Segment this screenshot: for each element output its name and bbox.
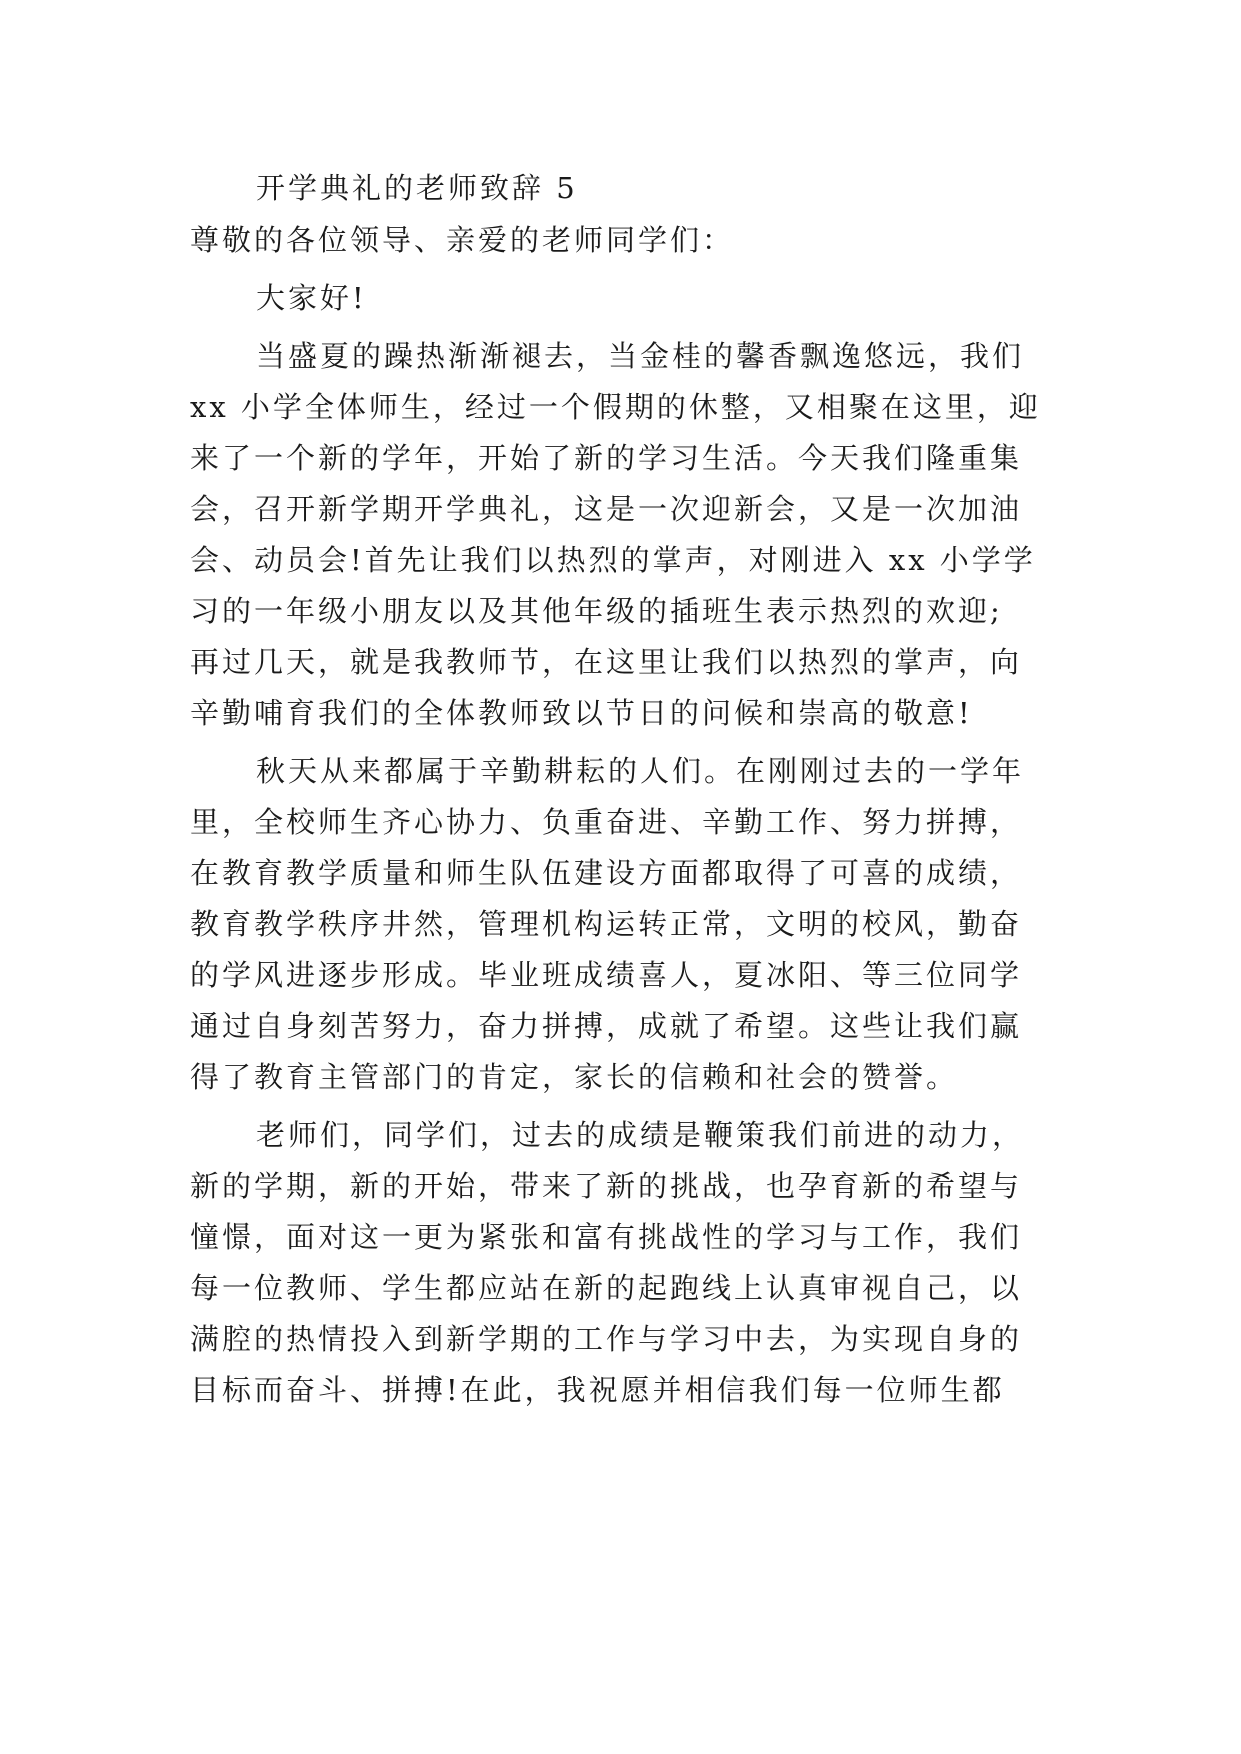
paragraph-line: 里，全校师生齐心协力、负重奋进、辛勤工作、努力拼搏， xyxy=(190,805,1023,839)
paragraph-line: 每一位教师、学生都应站在新的起跑线上认真审视自己，以 xyxy=(190,1271,1023,1305)
paragraph-line: 再过几天，就是我教师节，在这里让我们以热烈的掌声，向 xyxy=(190,645,1023,679)
paragraph-line: 会、动员会!首先让我们以热烈的掌声，对刚进入 xx 小学学 xyxy=(190,543,1036,577)
paragraph-line: 来了一个新的学年，开始了新的学习生活。今天我们隆重集 xyxy=(190,441,1023,475)
paragraph-line: 得了教育主管部门的肯定，家长的信赖和社会的赞誉。 xyxy=(190,1060,959,1094)
salutation: 尊敬的各位领导、亲爱的老师同学们： xyxy=(190,223,735,257)
greeting: 大家好! xyxy=(256,281,367,315)
document-title: 开学典礼的老师致辞 5 xyxy=(256,171,578,205)
paragraph-line: 憧憬，面对这一更为紧张和富有挑战性的学习与工作，我们 xyxy=(190,1220,1023,1254)
paragraph-2 xyxy=(190,746,1060,1103)
paragraph-line: 老师们，同学们，过去的成绩是鞭策我们前进的动力， xyxy=(256,1118,1025,1152)
paragraph-line: 辛勤哺育我们的全体教师致以节日的问候和崇高的敬意! xyxy=(190,696,973,730)
paragraph-line: 秋天从来都属于辛勤耕耘的人们。在刚刚过去的一学年 xyxy=(256,754,1025,788)
paragraph-line: 满腔的热情投入到新学期的工作与学习中去，为实现自身的 xyxy=(190,1322,1023,1356)
paragraph-line: 在教育教学质量和师生队伍建设方面都取得了可喜的成绩， xyxy=(190,856,1023,890)
document-body xyxy=(190,163,1060,1416)
paragraph-line: 教育教学秩序井然，管理机构运转正常，文明的校风，勤奋 xyxy=(190,907,1023,941)
paragraph-1 xyxy=(190,331,1060,739)
paragraph-3 xyxy=(190,1110,1060,1416)
paragraph-line: 新的学期，新的开始，带来了新的挑战，也孕育新的希望与 xyxy=(190,1169,1023,1203)
paragraph-line: 通过自身刻苦努力，奋力拼搏，成就了希望。这些让我们赢 xyxy=(190,1009,1023,1043)
paragraph-line: 目标而奋斗、拼搏!在此，我祝愿并相信我们每一位师生都 xyxy=(190,1373,1005,1407)
paragraph-line: 的学风进逐步形成。毕业班成绩喜人，夏冰阳、等三位同学 xyxy=(190,958,1023,992)
paragraph-line: 当盛夏的躁热渐渐褪去，当金桂的馨香飘逸悠远，我们 xyxy=(256,339,1025,373)
paragraph-line: xx 小学全体师生，经过一个假期的休整，又相聚在这里，迎 xyxy=(190,390,1041,424)
paragraph-line: 会，召开新学期开学典礼，这是一次迎新会，又是一次加油 xyxy=(190,492,1023,526)
paragraph-line: 习的一年级小朋友以及其他年级的插班生表示热烈的欢迎; xyxy=(190,594,1003,628)
